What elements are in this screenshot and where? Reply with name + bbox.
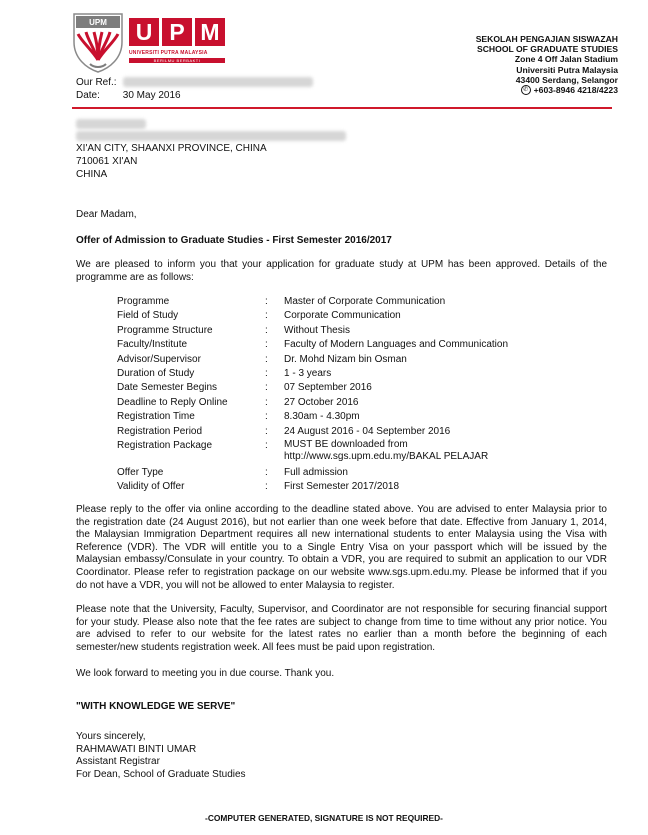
detail-row [117, 425, 564, 439]
date-value: 30 May 2016 [122, 90, 181, 101]
date-label: Date: [76, 90, 100, 101]
reply-paragraph: Please reply to the offer via online according to the deadline stated above. You are advised to enter Malaysia prior to the registration date (24 August 2016), but not earlier than one week before that date. Effective from January 1, 2014, the Malaysian Immigration Department requires all new international students to enter Malaysia using the Visa with Reference (VDR). The VDR will entitle you to a Single Entry Visa on your passport which will be issued by the Malaysian embassy/Consulate in your country. To obtain a VDR, you are required to submit an application to our VDR Coordinator. Please refer to registration package on our website www.sgs.upm.edu.my. Please be informed that if you do not have a VDR, you will not be allowed to enter Malaysia to register. [76, 504, 607, 591]
detail-colon: : [265, 368, 268, 380]
school-line-english: SCHOOL OF GRADUATE STUDIES [476, 44, 618, 55]
signatory-title: Assistant Registrar [76, 756, 160, 768]
detail-colon: : [265, 425, 268, 437]
upm-wordmark [129, 18, 225, 48]
salutation: Dear Madam, [76, 209, 137, 220]
logo-letter-p: P [162, 18, 192, 46]
school-line-malay: SEKOLAH PENGAJIAN SISWAZAH [475, 34, 618, 44]
detail-value: Master of Corporate Communication [284, 296, 446, 307]
detail-value: 24 August 2016 - 04 September 2016 [284, 425, 451, 437]
detail-value: MUST BE downloaded from http://www.sgs.upm.edu.my/BAKAL PELAJAR [284, 439, 489, 463]
detail-value: First Semester 2017/2018 [284, 481, 400, 493]
closing-paragraph: We look forward to meeting you in due course. Thank you. [76, 668, 335, 679]
redacted-address-line [76, 118, 346, 130]
detail-label: Registration Time [117, 411, 195, 423]
address-line-country: CHINA [76, 169, 108, 180]
detail-label: Faculty/Institute [117, 339, 188, 351]
detail-label: Validity of Offer [117, 481, 185, 493]
detail-value: Corporate Communication [284, 310, 401, 322]
detail-colon: : [265, 353, 268, 365]
letter-subject: Offer of Admission to Graduate Studies - First Semester 2016/2017 [76, 235, 392, 246]
detail-value: 8.30am - 4.30pm [284, 411, 360, 423]
detail-row [117, 338, 564, 352]
detail-value: Without Thesis [284, 324, 350, 336]
detail-colon: : [265, 466, 268, 478]
date-row [76, 90, 181, 101]
signature-block [76, 731, 246, 781]
detail-label: Registration Period [117, 425, 203, 437]
detail-value: Full admission [284, 466, 348, 478]
phone-icon: ✆ [521, 85, 531, 95]
detail-label: Advisor/Supervisor [117, 353, 201, 365]
detail-value: 27 October 2016 [284, 396, 359, 408]
intro-paragraph: We are pleased to inform you that your application for graduate study at UPM has been approved. Details of the programme are as follows: [76, 259, 607, 283]
detail-colon: : [265, 382, 268, 394]
upm-crest-icon [72, 12, 124, 74]
school-line-university: Universiti Putra Malaysia [516, 64, 618, 75]
detail-value: 07 September 2016 [284, 382, 372, 394]
recipient-address [76, 118, 346, 181]
our-ref-label: Our Ref.: [76, 77, 117, 88]
detail-label: Programme Structure [117, 324, 213, 336]
detail-label: Offer Type [117, 466, 164, 478]
signatory-for-line: For Dean, School of Graduate Studies [76, 768, 246, 780]
our-ref-row [76, 77, 313, 88]
redacted-address-line [76, 130, 346, 142]
detail-label: Deadline to Reply Online [117, 396, 228, 408]
valediction: Yours sincerely, [76, 731, 146, 742]
programme-details [117, 295, 564, 495]
logo-letter-u: U [129, 18, 159, 46]
header-divider [72, 107, 612, 109]
computer-generated-note: -COMPUTER GENERATED, SIGNATURE IS NOT REQUIRED- [205, 813, 443, 823]
upm-logo [72, 12, 222, 74]
detail-row [117, 353, 564, 367]
school-phone-line [476, 85, 618, 95]
university-tagline-small: BERILMU BERBAKTI [129, 58, 225, 63]
address-line-city: XI'AN CITY, SHAANXI PROVINCE, CHINA [76, 143, 267, 154]
detail-value: Dr. Mohd Nizam bin Osman [284, 353, 407, 365]
detail-row [117, 439, 564, 466]
detail-colon: : [265, 411, 268, 423]
detail-row [117, 295, 564, 309]
detail-value: Faculty of Modern Languages and Communication [284, 339, 509, 351]
detail-row [117, 381, 564, 395]
detail-colon: : [265, 339, 268, 351]
university-name-small: UNIVERSITI PUTRA MALAYSIA [129, 50, 208, 56]
detail-label: Registration Package [117, 440, 213, 452]
school-line-street: Zone 4 Off Jalan Stadium [514, 54, 618, 65]
detail-row [117, 324, 564, 338]
detail-colon: : [265, 481, 268, 493]
detail-row [117, 396, 564, 410]
signatory-name: RAHMAWATI BINTI UMAR [76, 743, 197, 755]
address-line-postcode: 710061 XI'AN [76, 156, 138, 167]
detail-label: Duration of Study [117, 368, 195, 380]
detail-colon: : [265, 324, 268, 336]
detail-row [117, 410, 564, 424]
university-motto: "WITH KNOWLEDGE WE SERVE" [76, 701, 236, 712]
detail-colon: : [265, 440, 268, 452]
detail-label: Programme [117, 296, 170, 307]
school-line-postcode: 43400 Serdang, Selangor [515, 74, 618, 85]
detail-row [117, 367, 564, 381]
detail-label: Date Semester Begins [117, 382, 218, 394]
detail-colon: : [265, 396, 268, 408]
detail-label: Field of Study [117, 310, 179, 322]
school-phone: +603-8946 4218/4223 [533, 85, 618, 96]
note-paragraph: Please note that the University, Faculty, Supervisor, and Coordinator are not responsible for securing financial support for your study. Please also note that the fee rates are subject to change from time to time without any prior notice. You are advised to refer to our website for the latest rates no earlier than a month before the beginning of each semester/new students registration week. All fees must be paid upon registration. [76, 604, 607, 653]
detail-colon: : [265, 310, 268, 322]
detail-row [117, 480, 564, 494]
logo-letter-m: M [195, 18, 225, 46]
redacted-reference [123, 77, 313, 87]
detail-row [117, 466, 564, 480]
detail-colon: : [265, 296, 268, 307]
school-address-block [476, 34, 618, 95]
detail-row [117, 309, 564, 323]
detail-value: 1 - 3 years [284, 368, 332, 380]
crest-label: UPM [89, 18, 107, 27]
